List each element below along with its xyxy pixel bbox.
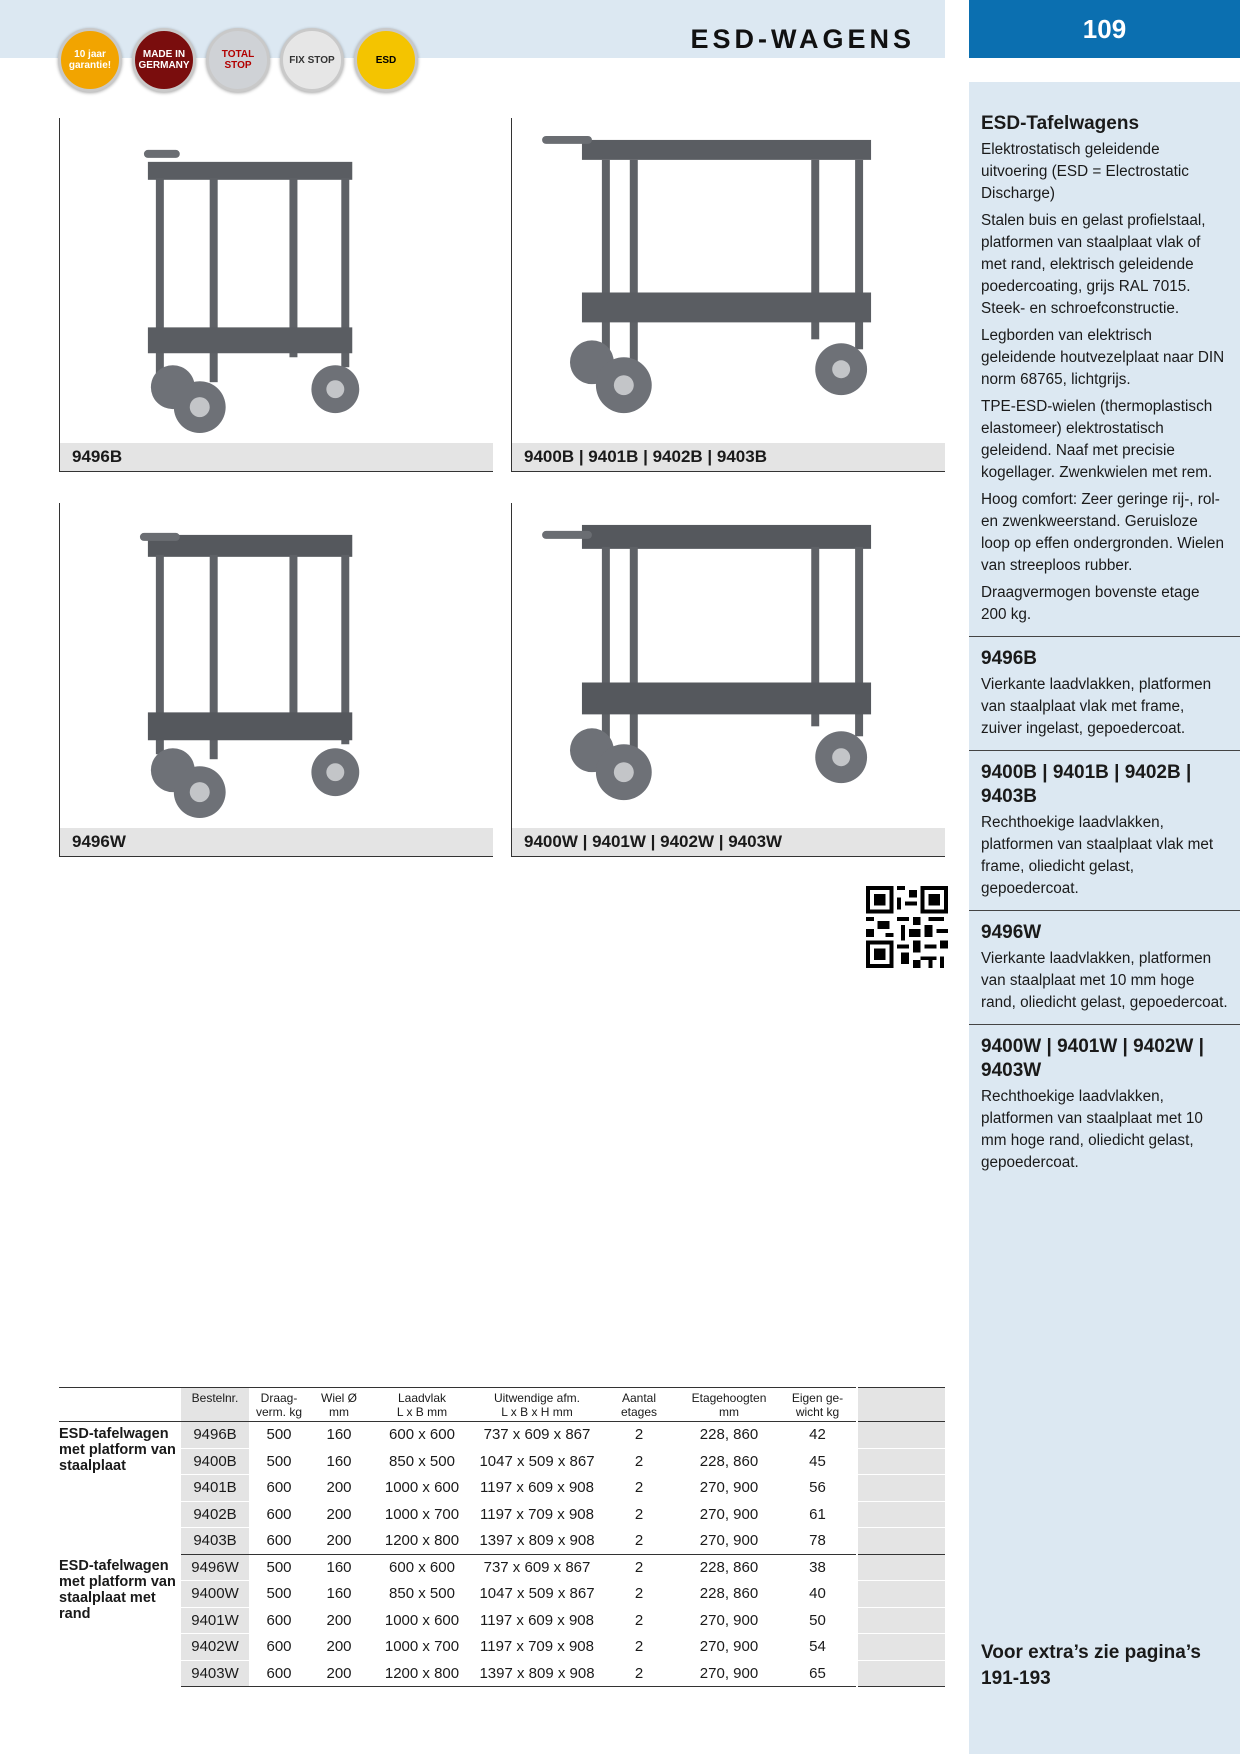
table-cell: 270, 900 <box>679 1634 779 1661</box>
table-cell: 65 <box>779 1660 857 1687</box>
table-cell: 2 <box>599 1581 679 1608</box>
divider <box>969 636 1240 637</box>
divider <box>969 750 1240 751</box>
order-number-cell: 9402B <box>181 1501 249 1528</box>
order-number-cell: 9496W <box>181 1554 249 1581</box>
table-header: Uitwendige afm. L x B x H mm <box>475 1388 599 1422</box>
sidebar-paragraph: Hoog comfort: Zeer geringe rij-, rol- en zwenkweerstand. Geruisloze loop op effen ondergronden. Wielen van streeploos rubber. <box>981 491 1224 574</box>
table-header: Etagehoogten mm <box>679 1388 779 1422</box>
table-row <box>59 1607 945 1634</box>
cart-rect-rim-image <box>512 503 945 828</box>
variant-title: 9496B <box>981 648 1037 669</box>
table-cell: 2 <box>599 1634 679 1661</box>
total-stop-badge-icon: TOTAL STOP <box>206 28 270 92</box>
table-cell: 600 <box>249 1634 309 1661</box>
variant-9400b-series <box>969 761 1240 900</box>
table-cell-extra <box>857 1448 945 1475</box>
variant-9400w-series <box>969 1035 1240 1174</box>
table-cell: 228, 860 <box>679 1422 779 1449</box>
table-row <box>59 1660 945 1687</box>
variant-text: Vierkante laadvlakken, platformen van staalplaat vlak met frame, zuiver ingelast, gepoedercoat. <box>981 676 1212 737</box>
table-cell: 270, 900 <box>679 1501 779 1528</box>
variant-text: Vierkante laadvlakken, platformen van staalplaat met 10 mm hoge rand, oliedicht gelast, gepoedercoat. <box>981 950 1228 1011</box>
table-cell: 600 <box>249 1501 309 1528</box>
table-cell: 61 <box>779 1501 857 1528</box>
table-cell: 2 <box>599 1422 679 1449</box>
table-cell: 1197 x 709 x 908 <box>475 1634 599 1661</box>
table-cell: 1200 x 800 <box>369 1660 475 1687</box>
table-cell: 600 <box>249 1607 309 1634</box>
table-cell: 56 <box>779 1475 857 1502</box>
order-number-cell: 9400B <box>181 1448 249 1475</box>
table-header: Eigen ge- wicht kg <box>779 1388 857 1422</box>
table-cell: 2 <box>599 1607 679 1634</box>
table-cell: 2 <box>599 1448 679 1475</box>
table-cell-extra <box>857 1422 945 1449</box>
table-row <box>59 1448 945 1475</box>
product-caption: 9400W | 9401W | 9402W | 9403W <box>512 828 945 856</box>
sidebar-paragraph: Legborden van elektrisch geleidende houtvezelplaat naar DIN norm 68765, lichtgrijs. <box>981 327 1225 388</box>
sidebar-title: ESD-Tafelwagens <box>981 113 1140 134</box>
table-cell: 160 <box>309 1554 369 1581</box>
info-sidebar <box>969 82 1240 1754</box>
table-cell-extra <box>857 1634 945 1661</box>
table-cell: 500 <box>249 1581 309 1608</box>
table-row <box>59 1501 945 1528</box>
table-header: Wiel Ø mm <box>309 1388 369 1422</box>
table-header: Draag- verm. kg <box>249 1388 309 1422</box>
table-cell: 40 <box>779 1581 857 1608</box>
table-cell: 270, 900 <box>679 1607 779 1634</box>
table-cell: 42 <box>779 1422 857 1449</box>
group-label: ESD-tafelwagen met platform van staalplaat <box>59 1426 176 1474</box>
cart-square-rim-image <box>60 503 493 828</box>
table-cell: 500 <box>249 1554 309 1581</box>
table-cell-extra <box>857 1581 945 1608</box>
product-caption: 9496B <box>60 443 493 471</box>
sidebar-paragraph: TPE-ESD-wielen (thermoplastisch elastomeer) elektrostatisch geleidend. Naaf met precisie kogellager. Zwenkwielen met rem. <box>981 398 1213 481</box>
divider <box>969 1024 1240 1025</box>
table-row <box>59 1475 945 1502</box>
product-caption: 9400B | 9401B | 9402B | 9403B <box>512 443 945 471</box>
table-cell: 500 <box>249 1422 309 1449</box>
product-photo-9400w-series <box>511 503 945 857</box>
table-cell: 200 <box>309 1607 369 1634</box>
table-header-row <box>59 1388 945 1422</box>
order-number-cell: 9403W <box>181 1660 249 1687</box>
table-cell: 600 <box>249 1475 309 1502</box>
table-cell-extra <box>857 1475 945 1502</box>
table-cell: 200 <box>309 1501 369 1528</box>
made-in-germany-badge-icon: MADE IN GERMANY <box>132 28 196 92</box>
variant-title: 9400W | 9401W | 9402W | 9403W <box>981 1036 1204 1081</box>
table-cell: 200 <box>309 1528 369 1555</box>
table-row <box>59 1554 945 1581</box>
fix-stop-badge-icon: FIX STOP <box>280 28 344 92</box>
table-cell: 228, 860 <box>679 1581 779 1608</box>
variant-title: 9400B | 9401B | 9402B | 9403B <box>981 762 1192 807</box>
table-cell-extra <box>857 1660 945 1687</box>
table-cell: 600 <box>249 1660 309 1687</box>
order-number-cell: 9403B <box>181 1528 249 1555</box>
variant-text: Rechthoekige laadvlakken, platformen van staalplaat met 10 mm hoge rand, oliedicht gelast, gepoedercoat. <box>981 1088 1203 1171</box>
table-cell: 270, 900 <box>679 1475 779 1502</box>
order-number-cell: 9400W <box>181 1581 249 1608</box>
sidebar-intro <box>969 112 1240 626</box>
cart-rect-flat-image <box>512 118 945 443</box>
table-cell: 1047 x 509 x 867 <box>475 1581 599 1608</box>
product-photo-9400b-series <box>511 118 945 472</box>
table-cell: 600 x 600 <box>369 1554 475 1581</box>
table-cell: 1197 x 609 x 908 <box>475 1475 599 1502</box>
table-cell: 2 <box>599 1660 679 1687</box>
table-row <box>59 1581 945 1608</box>
table-cell: 1000 x 600 <box>369 1475 475 1502</box>
table-cell: 2 <box>599 1475 679 1502</box>
sidebar-paragraph: Elektrostatisch geleidende uitvoering (ESD = Electrostatic Discharge) <box>981 141 1189 202</box>
order-number-cell: 9401B <box>181 1475 249 1502</box>
section-title: ESD-WAGENS <box>690 24 915 54</box>
table-cell: 38 <box>779 1554 857 1581</box>
table-cell: 1000 x 700 <box>369 1501 475 1528</box>
table-cell: 200 <box>309 1475 369 1502</box>
table-cell: 850 x 500 <box>369 1448 475 1475</box>
table-cell: 737 x 609 x 867 <box>475 1422 599 1449</box>
table-cell: 2 <box>599 1528 679 1555</box>
qr-code-icon[interactable] <box>866 886 948 968</box>
esd-badge-icon: ESD <box>354 28 418 92</box>
table-cell: 1200 x 800 <box>369 1528 475 1555</box>
table-cell: 1197 x 609 x 908 <box>475 1607 599 1634</box>
product-photo-9496w <box>59 503 493 857</box>
spec-table <box>59 1387 945 1687</box>
table-cell: 2 <box>599 1501 679 1528</box>
table-cell: 45 <box>779 1448 857 1475</box>
table-cell-extra <box>857 1554 945 1581</box>
cart-square-flat-image <box>60 118 493 443</box>
table-header-extra <box>857 1388 945 1422</box>
table-cell: 270, 900 <box>679 1660 779 1687</box>
table-row <box>59 1422 945 1449</box>
table-cell: 54 <box>779 1634 857 1661</box>
table-cell: 160 <box>309 1422 369 1449</box>
divider <box>969 910 1240 911</box>
table-cell: 1397 x 809 x 908 <box>475 1528 599 1555</box>
table-cell: 1000 x 600 <box>369 1607 475 1634</box>
table-cell: 200 <box>309 1660 369 1687</box>
page-number: 109 <box>969 0 1240 58</box>
table-cell: 50 <box>779 1607 857 1634</box>
table-cell: 1397 x 809 x 908 <box>475 1660 599 1687</box>
table-cell: 1000 x 700 <box>369 1634 475 1661</box>
table-cell: 2 <box>599 1554 679 1581</box>
table-cell: 500 <box>249 1448 309 1475</box>
order-number-cell: 9496B <box>181 1422 249 1449</box>
order-number-cell: 9402W <box>181 1634 249 1661</box>
table-header: Aantal etages <box>599 1388 679 1422</box>
table-cell: 78 <box>779 1528 857 1555</box>
table-cell: 600 x 600 <box>369 1422 475 1449</box>
table-cell-extra <box>857 1501 945 1528</box>
product-photo-9496b <box>59 118 493 472</box>
table-header-group <box>59 1388 181 1422</box>
table-cell: 600 <box>249 1528 309 1555</box>
variant-text: Rechthoekige laadvlakken, platformen van staalplaat vlak met frame, oliedicht gelast, gepoedercoat. <box>981 814 1214 897</box>
table-cell: 228, 860 <box>679 1448 779 1475</box>
product-caption: 9496W <box>60 828 493 856</box>
warranty-badge-icon: 10 jaar garantie! <box>58 28 122 92</box>
table-cell: 160 <box>309 1448 369 1475</box>
table-row <box>59 1528 945 1555</box>
group-label: ESD-tafelwagen met platform van staalplaat met rand <box>59 1558 176 1622</box>
variant-title: 9496W <box>981 922 1042 943</box>
order-number-cell: 9401W <box>181 1607 249 1634</box>
table-header: Bestelnr. <box>181 1388 249 1422</box>
table-cell: 850 x 500 <box>369 1581 475 1608</box>
accessories-reference: Voor extra’s zie pagina’s 191-193 <box>981 1642 1201 1689</box>
table-cell: 200 <box>309 1634 369 1661</box>
sidebar-paragraph: Draagvermogen bovenste etage 200 kg. <box>981 584 1200 623</box>
table-cell: 1047 x 509 x 867 <box>475 1448 599 1475</box>
table-cell: 737 x 609 x 867 <box>475 1554 599 1581</box>
table-cell-extra <box>857 1607 945 1634</box>
table-header: Laadvlak L x B mm <box>369 1388 475 1422</box>
variant-9496w <box>969 921 1240 1014</box>
table-cell: 160 <box>309 1581 369 1608</box>
table-cell: 1197 x 709 x 908 <box>475 1501 599 1528</box>
table-cell: 270, 900 <box>679 1528 779 1555</box>
sidebar-paragraph: Stalen buis en gelast profielstaal, platformen van staalplaat vlak of met rand, elektrisch geleidende poedercoating, grijs RAL 7015. Steek- en schroefconstructie. <box>981 212 1206 317</box>
table-row <box>59 1634 945 1661</box>
variant-9496b <box>969 647 1240 740</box>
table-cell: 228, 860 <box>679 1554 779 1581</box>
table-cell-extra <box>857 1528 945 1555</box>
